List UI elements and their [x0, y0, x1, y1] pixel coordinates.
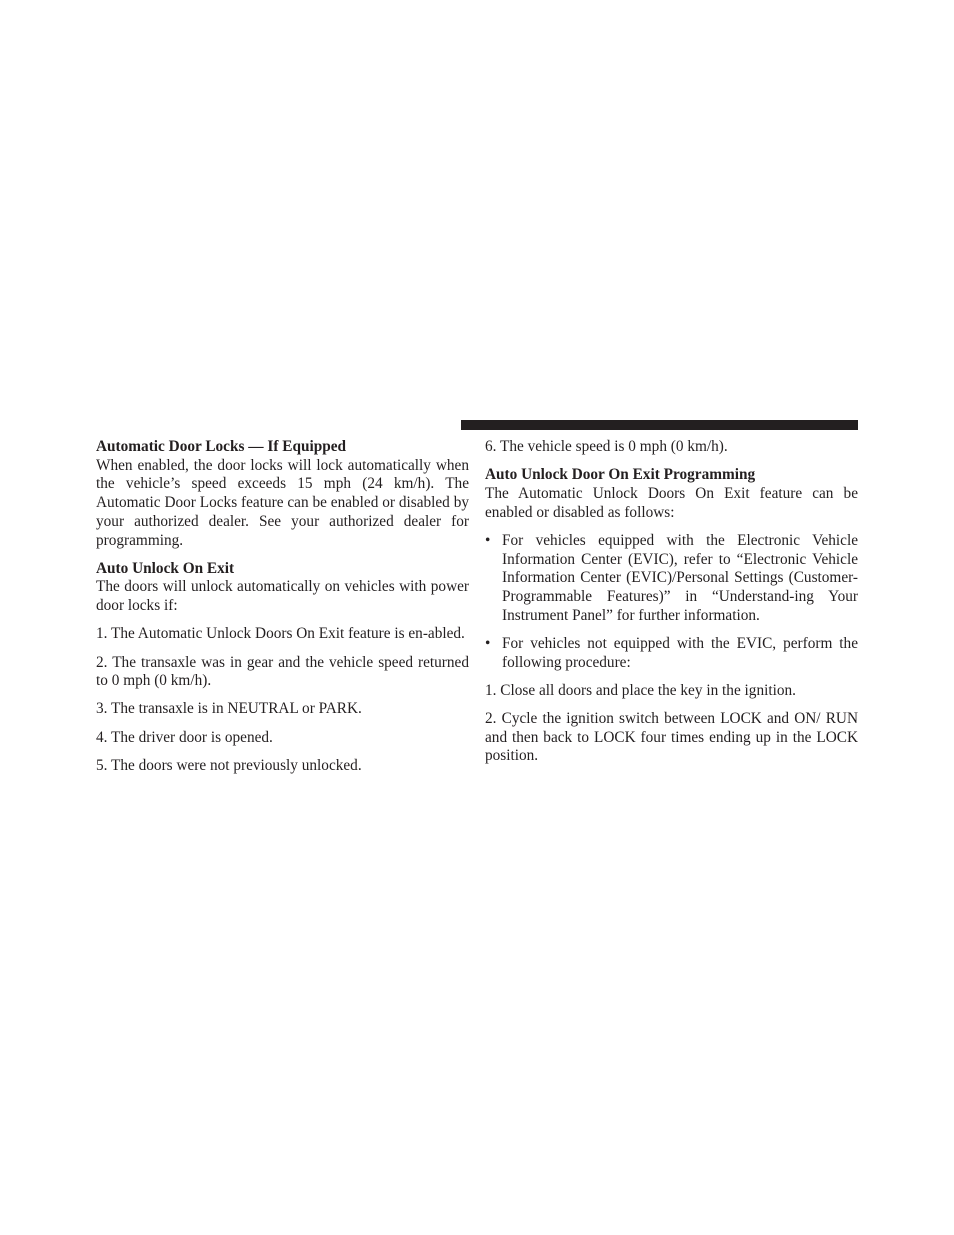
- paragraph-programming-intro: The Automatic Unlock Doors On Exit feature can be enabled or disabled as follows:: [485, 484, 858, 521]
- list-item-condition-5: 5. The doors were not previously unlocked.: [96, 756, 362, 774]
- right-column: [485, 438, 858, 776]
- bullet-text-evic: For vehicles equipped with the Electronic Vehicle Information Center (EVIC), refer to “Electronic Vehicle Information Center (EVIC)/Personal Settings (Customer-Programmable Features)” in “Understand-ing Your Instrument Panel” for further information.: [502, 531, 858, 624]
- left-column: [96, 438, 469, 785]
- procedure-step-2: 2. Cycle the ignition switch between LOCK and ON/ RUN and then back to LOCK four times ending up in the LOCK position.: [485, 709, 858, 765]
- paragraph-auto-unlock-intro: The doors will unlock automatically on vehicles with power door locks if:: [96, 578, 469, 615]
- list-item-condition-4: 4. The driver door is opened.: [96, 728, 273, 746]
- list-item-condition-2: 2. The transaxle was in gear and the vehicle speed returned to 0 mph (0 km/h).: [96, 653, 469, 690]
- bullet-item-no-evic: [485, 635, 858, 672]
- heading-automatic-door-locks: Automatic Door Locks — If Equipped: [96, 438, 347, 455]
- list-item-condition-3: 3. The transaxle is in NEUTRAL or PARK.: [96, 700, 362, 718]
- bullet-dot-icon: •: [485, 634, 491, 652]
- heading-auto-unlock-on-exit: Auto Unlock On Exit: [96, 559, 235, 577]
- bullet-dot-icon: •: [485, 531, 491, 549]
- paragraph-automatic-door-locks: When enabled, the door locks will lock automatically when the vehicle’s speed exceeds 15 mph (24 km/h). The Automatic Door Locks feature can be enabled or disabled by your authorized dealer. See your authorized dealer for programming.: [96, 456, 469, 549]
- bullet-text-no-evic: For vehicles not equipped with the EVIC, perform the following procedure:: [502, 634, 858, 671]
- bullet-item-evic: [485, 532, 858, 626]
- list-item-condition-1: 1. The Automatic Unlock Doors On Exit feature is en-abled.: [96, 625, 465, 643]
- heading-auto-unlock-programming: Auto Unlock Door On Exit Programming: [485, 466, 756, 484]
- procedure-step-1: 1. Close all doors and place the key in the ignition.: [485, 681, 796, 699]
- list-item-condition-6: 6. The vehicle speed is 0 mph (0 km/h).: [485, 438, 728, 455]
- section-header-bar: [461, 420, 858, 430]
